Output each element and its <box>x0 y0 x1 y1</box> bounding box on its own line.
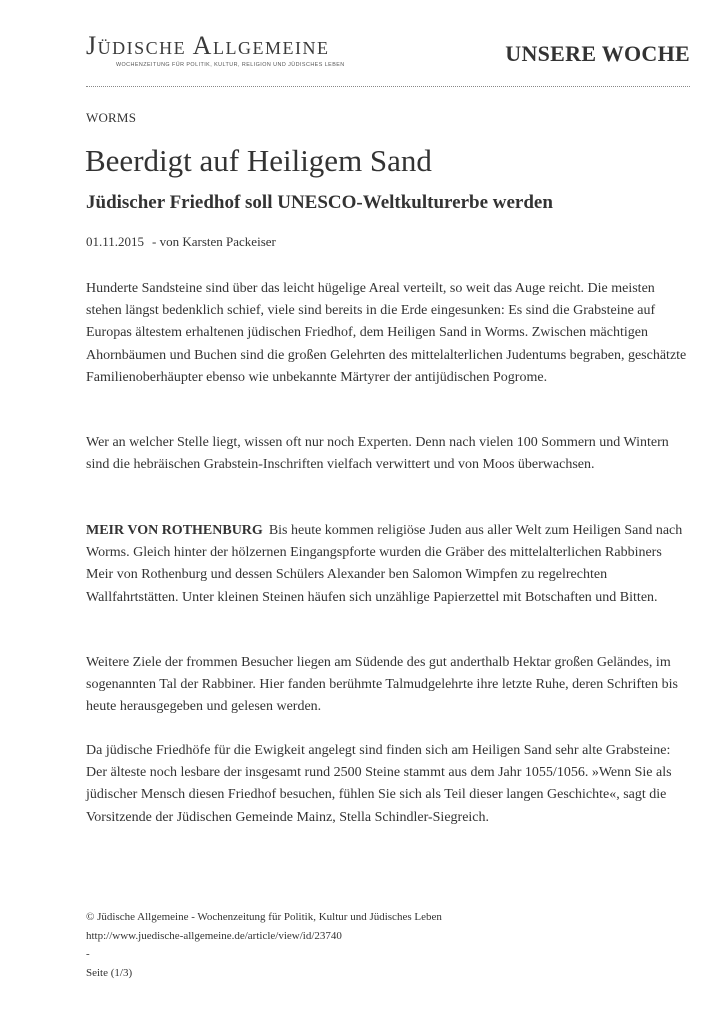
article-author: - von Karsten Packeiser <box>152 234 276 249</box>
footer-url: http://www.juedische-allgemeine.de/article/view/id/23740 <box>86 929 342 942</box>
publication-title: Jüdische Allgemeine <box>86 31 330 60</box>
article-paragraph: Wer an welcher Stelle liegt, wissen oft nur noch Experten. Denn nach vielen 100 Sommern und Wintern sind die hebräischen Grabstein-Inschriften vielfach verwittert und von Moos überwachsen. <box>86 435 669 473</box>
article-subheadline: Jüdischer Friedhof soll UNESCO-Weltkulturerbe werden <box>86 192 553 213</box>
article-kicker: WORMS <box>86 110 137 125</box>
footer-page-number: Seite (1/3) <box>86 966 133 979</box>
article-paragraph: Hunderte Sandsteine sind über das leicht hügelige Areal verteilt, so weit das Auge reicht. Die meisten stehen längst bedenklich schief, viele sind bereits in die Erde eingesunken: Es sind die Grabsteine auf Europas ältestem erhaltenen jüdischen Friedhof, dem Heiligen Sand in Worms. Zwischen mächtigen Ahornbäumen und Buchen sind die großen Gelehrten des mittelalterlichen Judentums begraben, geschätzte Familienoberhäupter ebenso wie unbekannte Märtyrer der antijüdischen Pogrome. <box>86 281 687 385</box>
header-divider <box>86 86 690 87</box>
article-date: 01.11.2015 <box>86 234 145 249</box>
publication-tagline: WOCHENZEITUNG FÜR POLITIK, KULTUR, RELIGION UND JÜDISCHES LEBEN <box>116 62 345 68</box>
article-meta <box>86 234 276 250</box>
article-paragraph: Da jüdische Friedhöfe für die Ewigkeit angelegt sind finden sich am Heiligen Sand sehr alte Grabsteine: Der älteste noch lesbare der insgesamt rund 2500 Steine stammt aus dem Jahr 1055/1056. »Wenn Sie als jüdischer Mensch diesen Friedhof besuchen, fühlen Sie sich als Teil dieser langen Geschichte«, sagt die Vorsitzende der Jüdischen Gemeinde Mainz, Stella Schindler-Siegreich. <box>86 743 672 825</box>
article-headline: Beerdigt auf Heiligem Sand <box>85 143 432 178</box>
masthead-logo <box>86 30 345 68</box>
article-paragraph: Weitere Ziele der frommen Besucher liegen am Südende des gut anderthalb Hektar großen Geländes, im sogenannten Tal der Rabbiner. Hier fanden berühmte Talmudgelehrte ihre letzte Ruhe, deren Schriften bis heute herausgegeben und gelesen werden. <box>86 655 678 715</box>
page-footer <box>86 908 442 982</box>
article-paragraph <box>86 520 690 609</box>
footer-dash: - <box>86 948 90 960</box>
section-label: UNSERE WOCHE <box>505 41 690 66</box>
footer-copyright: © Jüdische Allgemeine - Wochenzeitung für Politik, Kultur und Jüdisches Leben <box>86 911 442 923</box>
paragraph-lead-in: MEIR VON ROTHENBURG <box>86 523 263 538</box>
paragraph-text: Bis heute kommen religiöse Juden aus aller Welt zum Heiligen Sand nach Worms. Gleich hinter der hölzernen Eingangspforte wurden die Gräber des mittelalterlichen Rabbiners Meir von Rothenburg und dessen Schülers Alexander ben Salomon Wimpfen zu regelrechten Wallfahrtstätten. Unter kleinen Steinen häufen sich unzählige Papierzettel mit Botschaften und Bitten. <box>86 523 683 605</box>
